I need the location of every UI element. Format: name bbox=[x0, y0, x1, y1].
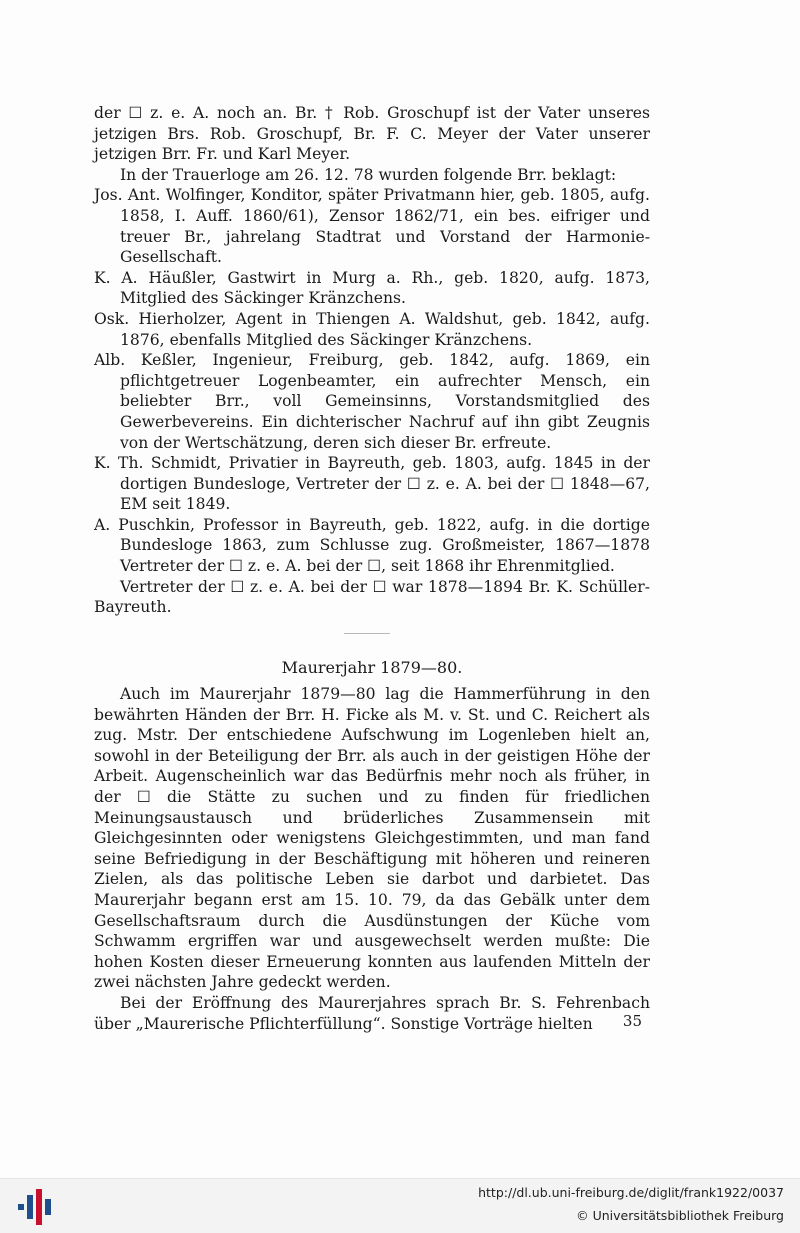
copyright-notice: © Universitätsbibliothek Freiburg bbox=[576, 1208, 784, 1223]
section-divider bbox=[344, 633, 390, 634]
footer-bar bbox=[0, 1178, 800, 1233]
obituary-hierholzer: Osk. Hierholzer, Agent in Thiengen A. Waldshut, geb. 1842, aufg. 1876, ebenfalls Mitglied des Säckinger Kränzchens. bbox=[94, 309, 650, 349]
page-number: 35 bbox=[622, 1012, 642, 1030]
obituary-schmidt: K. Th. Schmidt, Privatier in Bayreuth, geb. 1803, aufg. 1845 in der dortigen Bundesloge, Vertreter der ☐ z. e. A. bei der ☐ 1848—67, EM seit 1849. bbox=[94, 454, 650, 514]
library-logo-icon bbox=[14, 1187, 54, 1227]
obituary-haeussler: K. A. Häußler, Gastwirt in Murg a. Rh., geb. 1820, aufg. 1873, Mitglied des Säckinger Kränzchens. bbox=[94, 268, 650, 308]
obituary-kessler: Alb. Keßler, Ingenieur, Freiburg, geb. 1842, aufg. 1869, ein pflichtgetreuer Logenbeamter, ein aufrechter Mensch, ein beliebter Brr., voll Gemeinsinns, Vorstandsmitglied des Gewerbevereins. Ein dichterischer Nachruf auf ihn gibt Zeugnis von der Wertschätzung, deren sich dieser Br. erfreute. bbox=[94, 351, 650, 452]
obituary-wolfinger: Jos. Ant. Wolfinger, Konditor, später Privatmann hier, geb. 1805, aufg. 1858, I. Auff. 1860/61), Zensor 1862/71, ein bes. eifriger und treuer Br., jahrelang Stadtrat und Vorstand der Harmonie-Gesellschaft. bbox=[94, 186, 650, 267]
paragraph-groschupf: der ☐ z. e. A. noch an. Br. † Rob. Groschupf ist der Vater unseres jetzigen Brs. Rob. Groschupf, Br. F. C. Meyer der Vater unserer jetzigen Brr. Fr. und Karl Meyer. bbox=[94, 104, 650, 164]
paragraph-eroeffnung: Bei der Eröffnung des Maurerjahres sprach Br. S. Fehrenbach über „Maurerische Pflichterfüllung“. Sonstige Vorträge hielten bbox=[94, 993, 650, 1033]
section-heading: Maurerjahr 1879—80. bbox=[281, 658, 463, 677]
paragraph-trauerloge: In der Trauerloge am 26. 12. 78 wurden folgende Brr. beklagt: bbox=[120, 165, 617, 184]
paragraph-schueller: Vertreter der ☐ z. e. A. bei der ☐ war 1878—1894 Br. K. Schüller-Bayreuth. bbox=[94, 577, 650, 617]
text-block-top bbox=[94, 103, 650, 618]
text-block-bottom bbox=[94, 684, 650, 1034]
page-url[interactable]: http://dl.ub.uni-freiburg.de/diglit/frank1922/0037 bbox=[478, 1185, 784, 1200]
obituary-puschkin: A. Puschkin, Professor in Bayreuth, geb. 1822, aufg. in die dortige Bundesloge 1863, zum Schlusse zug. Großmeister, 1867—1878 Vertreter der ☐ z. e. A. bei der ☐, seit 1868 ihr Ehrenmitglied. bbox=[94, 515, 650, 576]
paragraph-maurerjahr: Auch im Maurerjahr 1879—80 lag die Hammerführung in den bewährten Händen der Brr. H. Ficke als M. v. St. und C. Reichert als zug. Mstr. Der entschiedene Aufschwung im Logenleben hielt an, sowohl in der Beteiligung der Brr. als auch in der geistigen Höhe der Arbeit. Augenscheinlich war das Bedürfnis mehr noch als früher, in der ☐ die Stätte zu suchen und zu finden für friedlichen Meinungsaustausch und brüderliches Zusammensein mit Gleichgesinnten oder wenigstens Gleichgestimmten, und man fand seine Befriedigung in der Beschäftigung mit höheren und reineren Zielen, als das politische Leben sie darbot und darbietet. Das Maurerjahr begann erst am 15. 10. 79, da das Gebälk unter dem Gesellschaftsraum durch die Ausdünstungen der Küche vom Schwamm ergriffen war und ausgewechselt werden mußte: Die hohen Kosten dieser Erneuerung konnten aus laufenden Mitteln der zwei nächsten Jahre gedeckt werden. bbox=[94, 685, 650, 992]
